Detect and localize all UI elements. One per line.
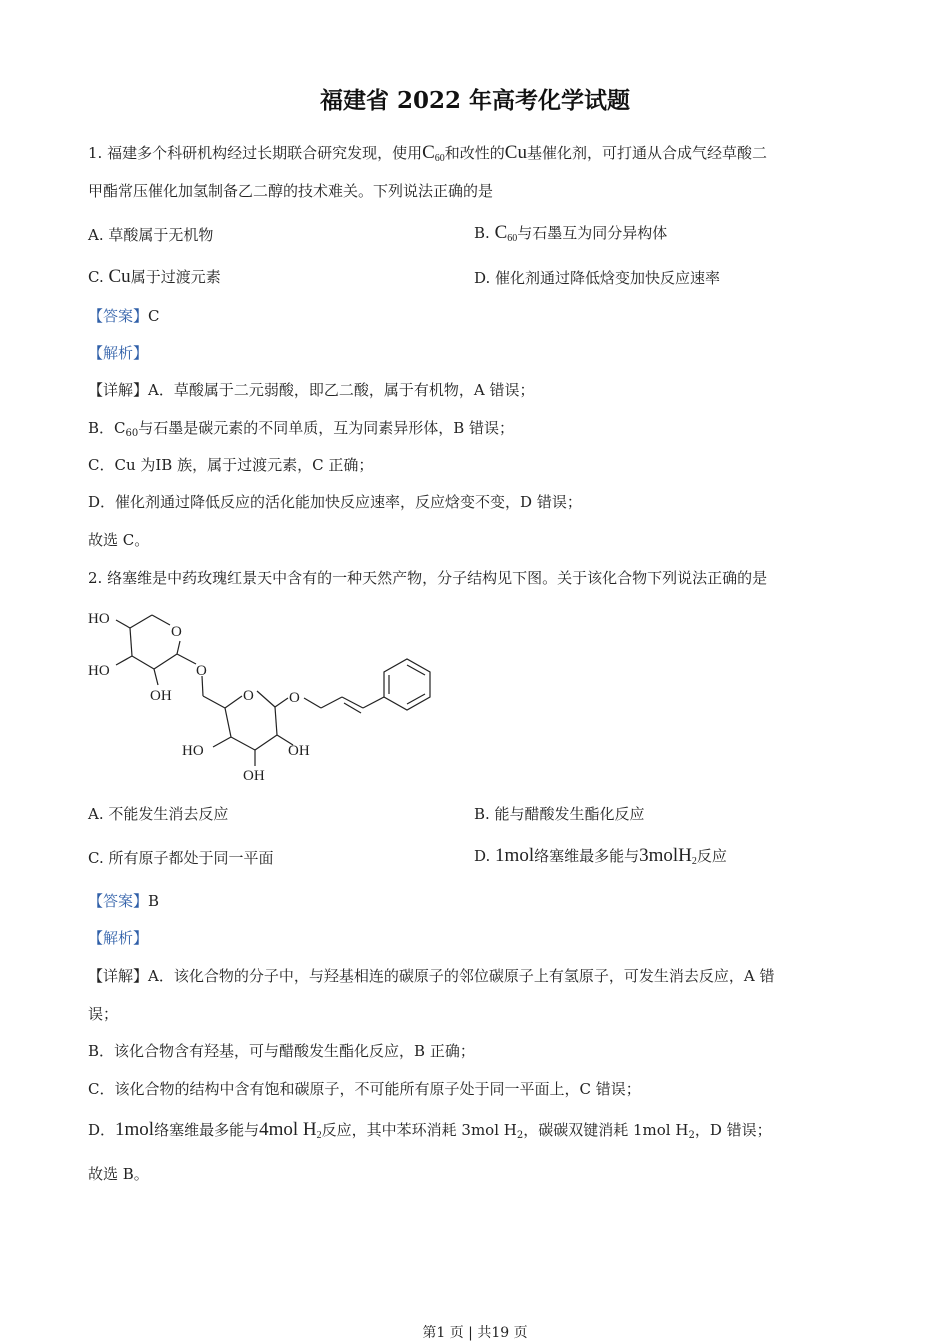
q1-option-c: C. Cu属于过渡元素 (88, 266, 221, 287)
q2-option-b: B. 能与醋酸发生酯化反应 (474, 805, 645, 823)
q1-stem-line2: 甲酯常压催化加氢制备乙二醇的技术难关。下列说法正确的是 (88, 182, 494, 200)
q2-option-c: C. 所有原子都处于同一平面 (88, 849, 274, 867)
q2-detail-b: B．该化合物含有羟基，可与醋酸发生酯化反应，B 正确； (88, 1042, 475, 1060)
structure-label-oh-3: OH (243, 768, 265, 784)
q1-detail-d: D．催化剂通过降低反应的活化能加快反应速率，反应焓变不变，D 错误； (88, 493, 582, 511)
q1-stem-line1: 1. 福建多个科研机构经过长期联合研究发现，使用$C_{60}$和改性的Cu基催化剂，可打通从合成气经草酸二 (88, 142, 767, 164)
structure-label-ho-3: HO (182, 743, 204, 759)
structure-label-link-o-1: O (196, 663, 207, 679)
q2-option-a: A. 不能发生消去反应 (88, 805, 229, 823)
q1-detail-b: B．$C_{60}$与石墨是碳元素的不同单质，互为同素异形体，B 错误； (88, 419, 515, 439)
q1-option-a: A. 草酸属于无机物 (88, 226, 214, 244)
structure-label-oh-1: OH (150, 688, 172, 704)
answer-tag: 【答案】 (88, 307, 149, 325)
structure-label-link-o-2: O (289, 690, 300, 706)
c60-formula: $C_{60}$ (422, 142, 445, 164)
page-title: 福建省 2022 年高考化学试题 (319, 87, 631, 114)
q2-detail-c: C．该化合物的结构中含有饱和碳原子，不可能所有原子处于同一平面上，C 错误； (88, 1080, 641, 1098)
q2-analysis-tag: 【解析】 (88, 929, 149, 947)
structure-label-ho-2: HO (88, 663, 110, 679)
q2-option-d: D. 1mol络塞维最多能与3molH$_2$反应 (474, 845, 727, 867)
q2-conclusion: 故选 B。 (88, 1165, 149, 1183)
cu-formula: Cu (504, 142, 527, 163)
q1-conclusion: 故选 C。 (88, 531, 150, 549)
answer-tag: 【答案】 (88, 892, 149, 910)
q2-detail-a-line1: 【详解】A．该化合物的分子中，与羟基相连的碳原子的邻位碳原子上有氢原子，可发生消去反应，A 错 (88, 967, 775, 985)
rosavin-structure-diagram (80, 598, 450, 788)
q1-answer: 【答案】C (88, 307, 160, 325)
q2-detail-a-line2: 误； (88, 1005, 119, 1023)
q1-option-b: B. $C_{60}$与石墨互为同分异构体 (474, 222, 668, 244)
q2-answer: 【答案】B (88, 892, 160, 910)
page-footer: 第1 页 | 共19 页 (422, 1325, 528, 1341)
q1-detail-a: 【详解】A．草酸属于二元弱酸，即乙二酸，属于有机物，A 错误； (88, 381, 535, 399)
q1-analysis-tag: 【解析】 (88, 344, 149, 362)
structure-label-oh-2: OH (288, 743, 310, 759)
q1-option-d: D. 催化剂通过降低焓变加快反应速率 (474, 269, 721, 287)
structure-label-ring-o-2: O (243, 688, 254, 704)
structure-label-ho-1: HO (88, 611, 110, 627)
q1-detail-c: C．Cu 为IB 族，属于过渡元素，C 正确； (88, 456, 374, 474)
structure-label-ring-o-1: O (171, 624, 182, 640)
q2-detail-d: D．1mol络塞维最多能与4mol $H_2$反应，其中苯环消耗 3mol $H_2$，碳碳双键消耗 1mol $H_2$，D 错误； (88, 1119, 772, 1141)
q2-stem: 2. 络塞维是中药玫瑰红景天中含有的一种天然产物，分子结构见下图。关于该化合物下列说法正确的是 (88, 569, 768, 587)
